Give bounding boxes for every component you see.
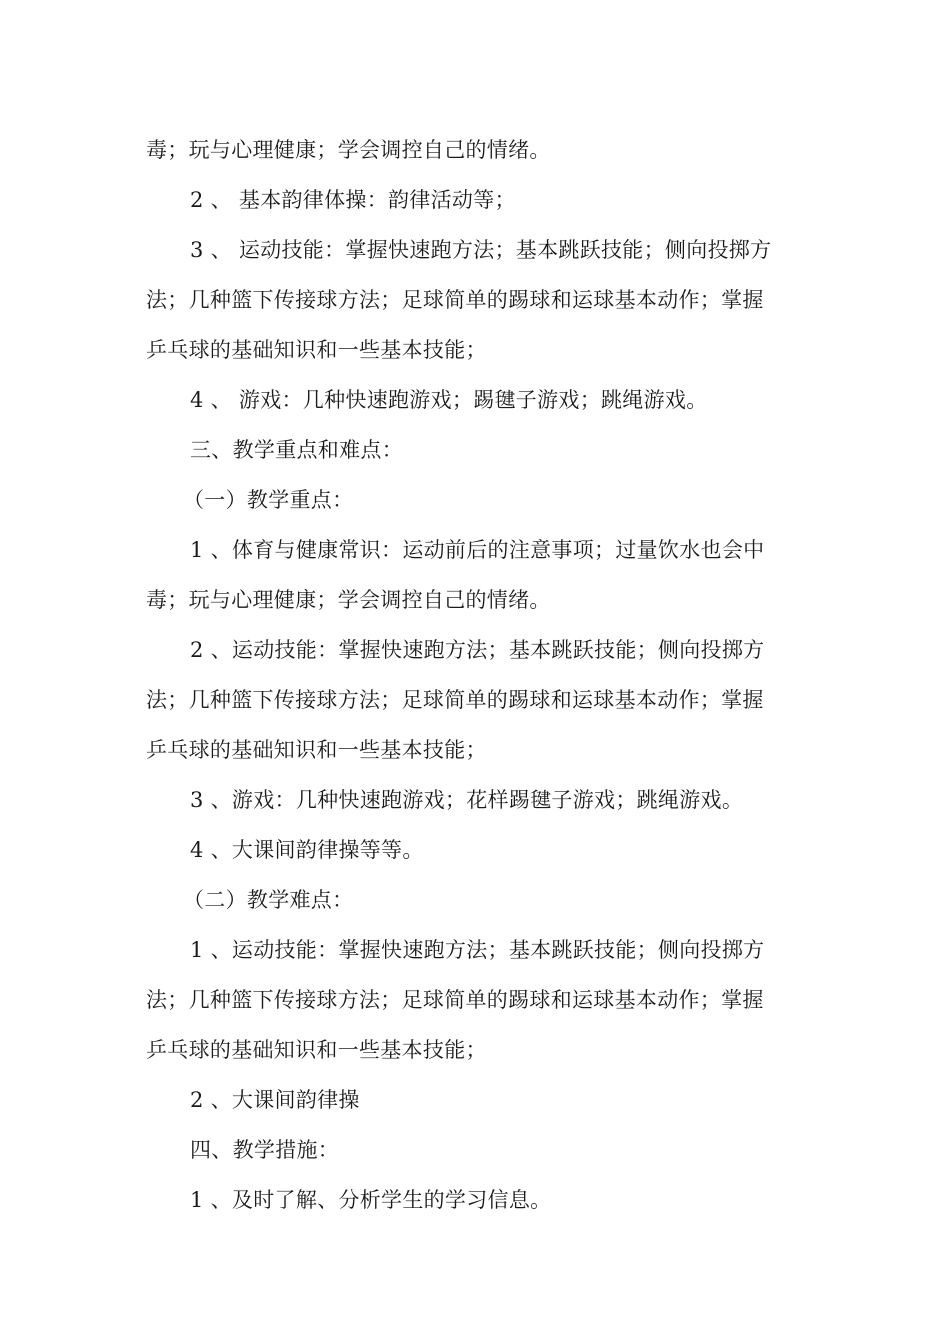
- paragraph-line: 1 、及时了解、分析学生的学习信息。: [190, 1188, 552, 1212]
- paragraph-line: 法；几种篮下传接球方法；足球简单的踢球和运球基本动作；掌握: [146, 988, 764, 1012]
- paragraph-line: 1 、运动技能：掌握快速跑方法；基本跳跃技能；侧向投掷方: [190, 938, 765, 962]
- subsection-heading: （一）教学重点：: [183, 488, 354, 512]
- paragraph-line: 2 、大课间韵律操: [190, 1088, 360, 1112]
- paragraph-line: 毒；玩与心理健康；学会调控自己的情绪。: [146, 138, 551, 162]
- paragraph-line: 法；几种篮下传接球方法；足球简单的踢球和运球基本动作；掌握: [146, 688, 764, 712]
- paragraph-line: 2 、运动技能：掌握快速跑方法；基本跳跃技能；侧向投掷方: [190, 638, 765, 662]
- paragraph-line: 法；几种篮下传接球方法；足球简单的踢球和运球基本动作；掌握: [146, 288, 764, 312]
- subsection-heading: （二）教学难点：: [183, 888, 354, 912]
- paragraph-line: 3 、 运动技能：掌握快速跑方法；基本跳跃技能；侧向投掷方: [190, 238, 772, 262]
- paragraph-line: 乒乓球的基础知识和一些基本技能；: [146, 338, 487, 362]
- section-heading: 三、教学重点和难点：: [190, 438, 403, 462]
- section-heading: 四、教学措施：: [190, 1138, 340, 1162]
- paragraph-line: 4 、大课间韵律操等等。: [190, 838, 424, 862]
- paragraph-line: 毒；玩与心理健康；学会调控自己的情绪。: [146, 588, 551, 612]
- paragraph-line: 乒乓球的基础知识和一些基本技能；: [146, 738, 487, 762]
- paragraph-line: 1 、体育与健康常识：运动前后的注意事项；过量饮水也会中: [190, 538, 765, 562]
- paragraph-line: 乒乓球的基础知识和一些基本技能；: [146, 1038, 487, 1062]
- paragraph-line: 3 、游戏：几种快速跑游戏；花样踢毽子游戏；跳绳游戏。: [190, 788, 744, 812]
- paragraph-line: 2 、 基本韵律体操：韵律活动等；: [190, 188, 516, 212]
- paragraph-line: 4 、 游戏：几种快速跑游戏；踢毽子游戏；跳绳游戏。: [190, 388, 708, 412]
